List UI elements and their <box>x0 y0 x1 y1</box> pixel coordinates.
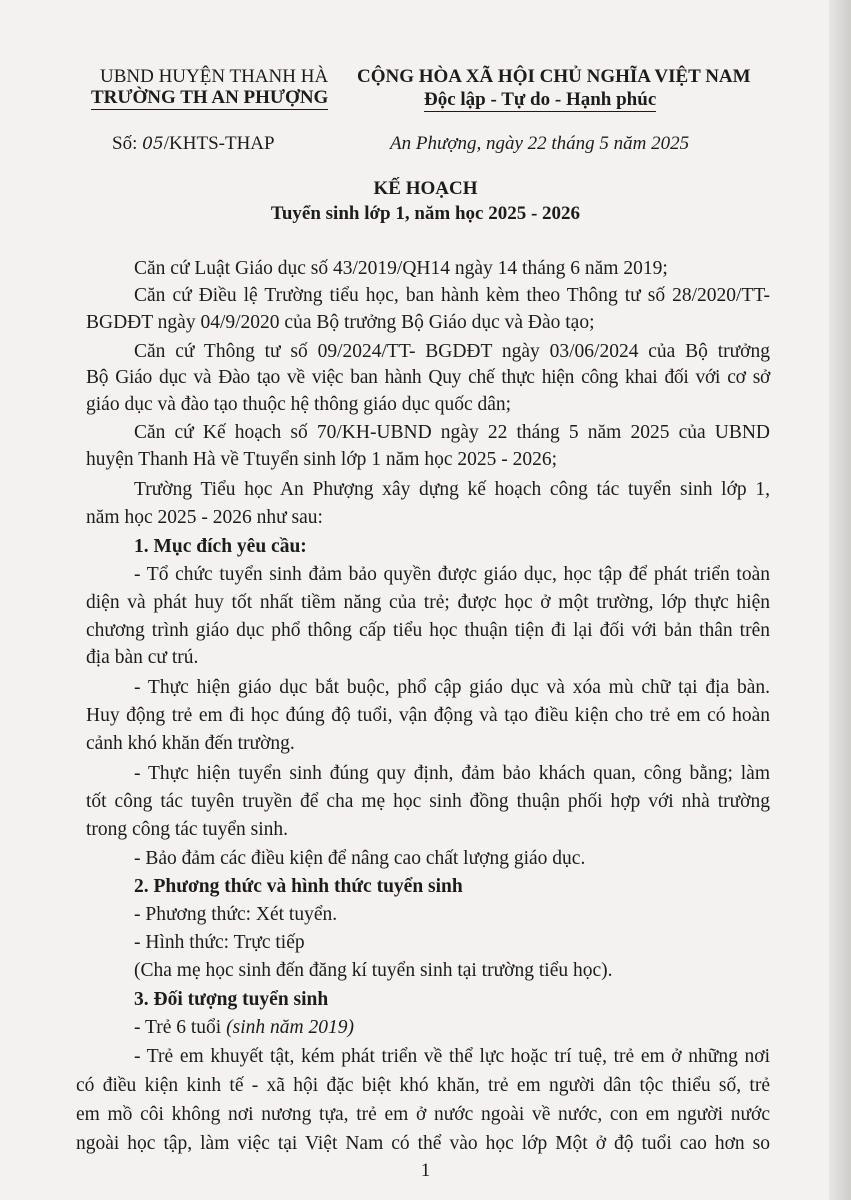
body-line: trong công tác tuyển sinh. <box>86 819 288 840</box>
body-line: BGDĐT ngày 04/9/2020 của Bộ trưởng Bộ Giáo dục và Đào tạo; <box>86 312 595 333</box>
body-line: Bộ Giáo dục và Đào tạo về việc ban hành Quy chế thực hiện công khai đối với cơ sở <box>86 367 770 388</box>
section-heading-1: 1. Mục đích yêu cầu: <box>134 536 307 557</box>
body-line: Căn cứ Điều lệ Trường tiểu học, ban hành kèm theo Thông tư số 28/2020/TT- <box>134 285 770 306</box>
header-right-line1: CỘNG HÒA XÃ HỘI CHỦ NGHĨA VIỆT NAM <box>357 66 751 87</box>
body-line: (Cha mẹ học sinh đến đăng kí tuyển sinh tại trường tiểu học). <box>134 960 613 981</box>
number-prefix: Số: <box>112 133 143 154</box>
body-line: Căn cứ Kế hoạch số 70/KH-UBND ngày 22 tháng 5 năm 2025 của UBND <box>134 422 770 443</box>
body-line: chương trình giáo dục phổ thông cấp tiểu học thuận tiện đi lại đối với bản thân trên <box>86 620 770 641</box>
body-line: - Trẻ em khuyết tật, kém phát triển về thể lực hoặc trí tuệ, trẻ em ở những nơi <box>134 1046 770 1067</box>
body-line: diện và phát huy tốt nhất tiềm năng của trẻ; được học ở một trường, lớp thực hiện <box>86 592 770 613</box>
body-line: địa bàn cư trú. <box>86 647 199 668</box>
date-line: An Phượng, ngày 22 tháng 5 năm 2025 <box>390 133 690 154</box>
body-line: giáo dục và đào tạo thuộc hệ thông giáo dục quốc dân; <box>86 394 512 415</box>
page-number: 1 <box>420 1160 431 1181</box>
body-line: - Bảo đảm các điều kiện để nâng cao chất lượng giáo dục. <box>134 848 586 869</box>
body-line: Trường Tiểu học An Phượng xây dựng kế hoạch công tác tuyển sinh lớp 1, <box>134 479 770 500</box>
header-left-line1: UBND HUYỆN THANH HÀ <box>100 66 329 87</box>
body-text: - Trẻ 6 tuổi <box>134 1017 227 1038</box>
body-line: cảnh khó khăn đến trường. <box>86 733 295 754</box>
document-subtitle: Tuyển sinh lớp 1, năm học 2025 - 2026 <box>270 203 581 224</box>
document-number <box>112 133 275 155</box>
body-line: em mồ côi không nơi nương tựa, trẻ em ở nước ngoài về nước, con em người nước <box>76 1104 770 1125</box>
header-right-line2 <box>424 89 656 111</box>
number-suffix: /KHTS-THAP <box>163 133 275 154</box>
body-line: năm học 2025 - 2026 như sau: <box>86 507 323 528</box>
body-line: Căn cứ Luật Giáo dục số 43/2019/QH14 ngày 14 tháng 6 năm 2019; <box>134 258 668 279</box>
body-line: ngoài học tập, làm việc tại Việt Nam có thể vào học lớp Một ở độ tuổi cao hơn so <box>76 1133 770 1154</box>
section-heading-3: 3. Đối tượng tuyển sinh <box>134 989 329 1010</box>
body-line-mixed <box>134 1012 354 1043</box>
body-line: có điều kiện kinh tế - xã hội đặc biệt khó khăn, trẻ em người dân tộc thiểu số, trẻ <box>76 1075 770 1096</box>
body-line: tốt công tác tuyên truyền để cha mẹ học sinh đồng thuận phối hợp với nhà trường <box>86 791 770 812</box>
paper-edge-shadow <box>829 0 851 1200</box>
body-line: - Thực hiện giáo dục bắt buộc, phổ cập giáo dục và xóa mù chữ tại địa bàn. <box>134 677 770 698</box>
body-line: Huy động trẻ em đi học đúng độ tuổi, vận động và tạo điều kiện cho trẻ em có hoàn <box>86 705 770 726</box>
body-text-italic: (sinh năm 2019) <box>226 1017 354 1038</box>
body-line: - Hình thức: Trực tiếp <box>134 932 305 953</box>
school-name: TRƯỜNG TH AN PHƯỢNG <box>91 87 329 108</box>
body-line: - Phương thức: Xét tuyển. <box>134 904 338 925</box>
body-line: - Thực hiện tuyển sinh đúng quy định, đảm bảo khách quan, công bằng; làm <box>134 763 770 784</box>
motto: Độc lập - Tự do - Hạnh phúc <box>424 89 657 110</box>
body-line: huyện Thanh Hà về Ttuyển sinh lớp 1 năm học 2025 - 2026; <box>86 449 558 470</box>
body-line: - Tổ chức tuyển sinh đảm bảo quyền được giáo dục, học tập để phát triển toàn <box>134 564 770 585</box>
handwritten-number: 05 <box>142 134 164 154</box>
section-heading-2: 2. Phương thức và hình thức tuyển sinh <box>134 876 463 897</box>
header-left-line2 <box>91 87 328 109</box>
body-line: Căn cứ Thông tư số 09/2024/TT- BGDĐT ngày 03/06/2024 của Bộ trưởng <box>134 341 770 362</box>
document-title: KẾ HOẠCH <box>373 178 478 199</box>
